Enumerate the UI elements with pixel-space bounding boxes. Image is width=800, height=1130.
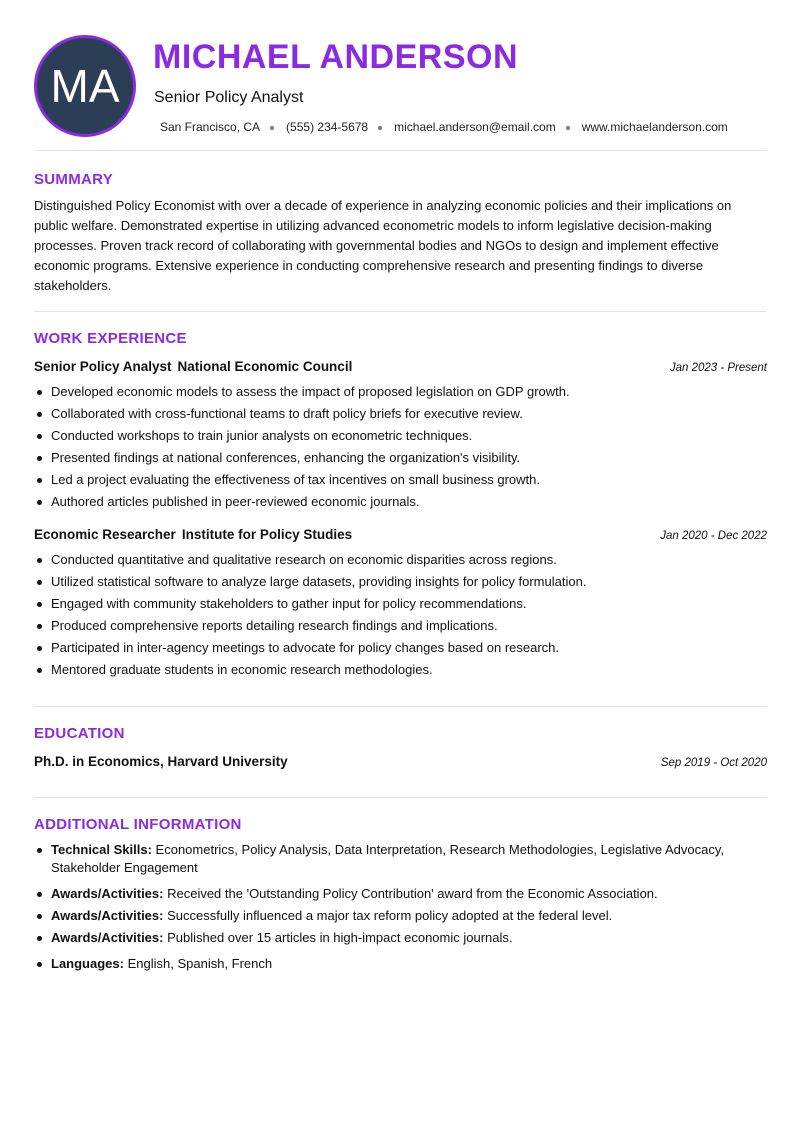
list-item: Authored articles published in peer-reviewed economic journals. bbox=[34, 491, 767, 513]
contact-bar bbox=[160, 120, 728, 134]
job-header bbox=[34, 359, 767, 374]
summary-heading: SUMMARY bbox=[34, 171, 114, 188]
list-item: Led a project evaluating the effectiveness of tax incentives on small business growth. bbox=[34, 469, 767, 491]
list-item: Utilized statistical software to analyze large datasets, providing insights for policy formulation. bbox=[34, 571, 767, 593]
list-item: Conducted workshops to train junior analysts on econometric techniques. bbox=[34, 425, 767, 447]
list-item: Produced comprehensive reports detailing research findings and implications. bbox=[34, 615, 767, 637]
info-label: Awards/Activities: bbox=[51, 908, 164, 923]
info-label: Languages: bbox=[51, 956, 124, 971]
contact-phone: (555) 234-5678 bbox=[286, 120, 369, 134]
candidate-headline: Senior Policy Analyst bbox=[154, 89, 304, 106]
separator-dot-icon bbox=[378, 126, 382, 130]
info-text: Received the 'Outstanding Policy Contribution' award from the Economic Association. bbox=[167, 886, 658, 901]
work-experience-heading: WORK EXPERIENCE bbox=[34, 330, 187, 347]
job-role: Economic Researcher bbox=[34, 527, 176, 542]
job-organization: National Economic Council bbox=[177, 359, 353, 374]
education-dates: Sep 2019 - Oct 2020 bbox=[660, 757, 767, 769]
divider bbox=[34, 706, 767, 707]
divider bbox=[34, 150, 767, 151]
additional-info-list bbox=[34, 841, 767, 973]
contact-website[interactable]: www.michaelanderson.com bbox=[581, 120, 728, 134]
list-item: Presented findings at national conferences, enhancing the organization's visibility. bbox=[34, 447, 767, 469]
info-text: Econometrics, Policy Analysis, Data Interpretation, Research Methodologies, Legislative Advocacy, Stakeholder Engagement bbox=[51, 842, 724, 875]
list-item: Developed economic models to assess the impact of proposed legislation on GDP growth. bbox=[34, 381, 767, 403]
education-entry bbox=[34, 754, 767, 769]
list-item: Participated in inter-agency meetings to advocate for policy changes based on research. bbox=[34, 637, 767, 659]
list-item bbox=[34, 955, 767, 973]
job-dates: Jan 2023 - Present bbox=[669, 362, 767, 374]
info-text: Published over 15 articles in high-impact economic journals. bbox=[167, 930, 513, 945]
additional-info-heading: ADDITIONAL INFORMATION bbox=[34, 816, 242, 833]
education-heading: EDUCATION bbox=[34, 725, 125, 742]
job-bullets bbox=[34, 381, 767, 513]
education-degree: Ph.D. in Economics, Harvard University bbox=[34, 754, 288, 769]
info-label: Awards/Activities: bbox=[51, 886, 164, 901]
separator-dot-icon bbox=[270, 126, 274, 130]
info-text: Successfully influenced a major tax reform policy adopted at the federal level. bbox=[167, 908, 613, 923]
avatar bbox=[34, 35, 136, 137]
info-text: English, Spanish, French bbox=[127, 956, 273, 971]
job-title bbox=[34, 359, 352, 374]
job-bullets bbox=[34, 549, 767, 681]
list-item: Mentored graduate students in economic research methodologies. bbox=[34, 659, 767, 681]
list-item: Collaborated with cross-functional teams to draft policy briefs for executive review. bbox=[34, 403, 767, 425]
divider bbox=[34, 311, 767, 312]
job-header bbox=[34, 527, 767, 542]
list-item bbox=[34, 885, 767, 903]
job-title bbox=[34, 527, 352, 542]
list-item bbox=[34, 841, 767, 877]
list-item: Conducted quantitative and qualitative research on economic disparities across regions. bbox=[34, 549, 767, 571]
info-label: Technical Skills: bbox=[51, 842, 152, 857]
candidate-name: MICHAEL ANDERSON bbox=[153, 38, 519, 76]
avatar-initials: MA bbox=[50, 60, 120, 112]
list-item bbox=[34, 907, 767, 925]
summary-text: Distinguished Policy Economist with over a decade of experience in analyzing economic policies and their implications on public welfare. Demonstrated expertise in utilizing advanced econometric models to inform legislative decision-making processes. Proven track record of collaborating with governmental bodies and NGOs to design and implement effective economic programs. Extensive experience in conducting comprehensive research and presenting findings to diverse stakeholders. bbox=[34, 198, 732, 293]
job-dates: Jan 2020 - Dec 2022 bbox=[660, 530, 767, 542]
job-organization: Institute for Policy Studies bbox=[181, 527, 353, 542]
divider bbox=[34, 797, 767, 798]
job-role: Senior Policy Analyst bbox=[34, 359, 172, 374]
list-item: Engaged with community stakeholders to gather input for policy recommendations. bbox=[34, 593, 767, 615]
list-item bbox=[34, 929, 767, 947]
info-label: Awards/Activities: bbox=[51, 930, 164, 945]
separator-dot-icon bbox=[566, 126, 570, 130]
contact-location: San Francisco, CA bbox=[160, 120, 261, 134]
contact-email[interactable]: michael.anderson@email.com bbox=[394, 120, 556, 134]
